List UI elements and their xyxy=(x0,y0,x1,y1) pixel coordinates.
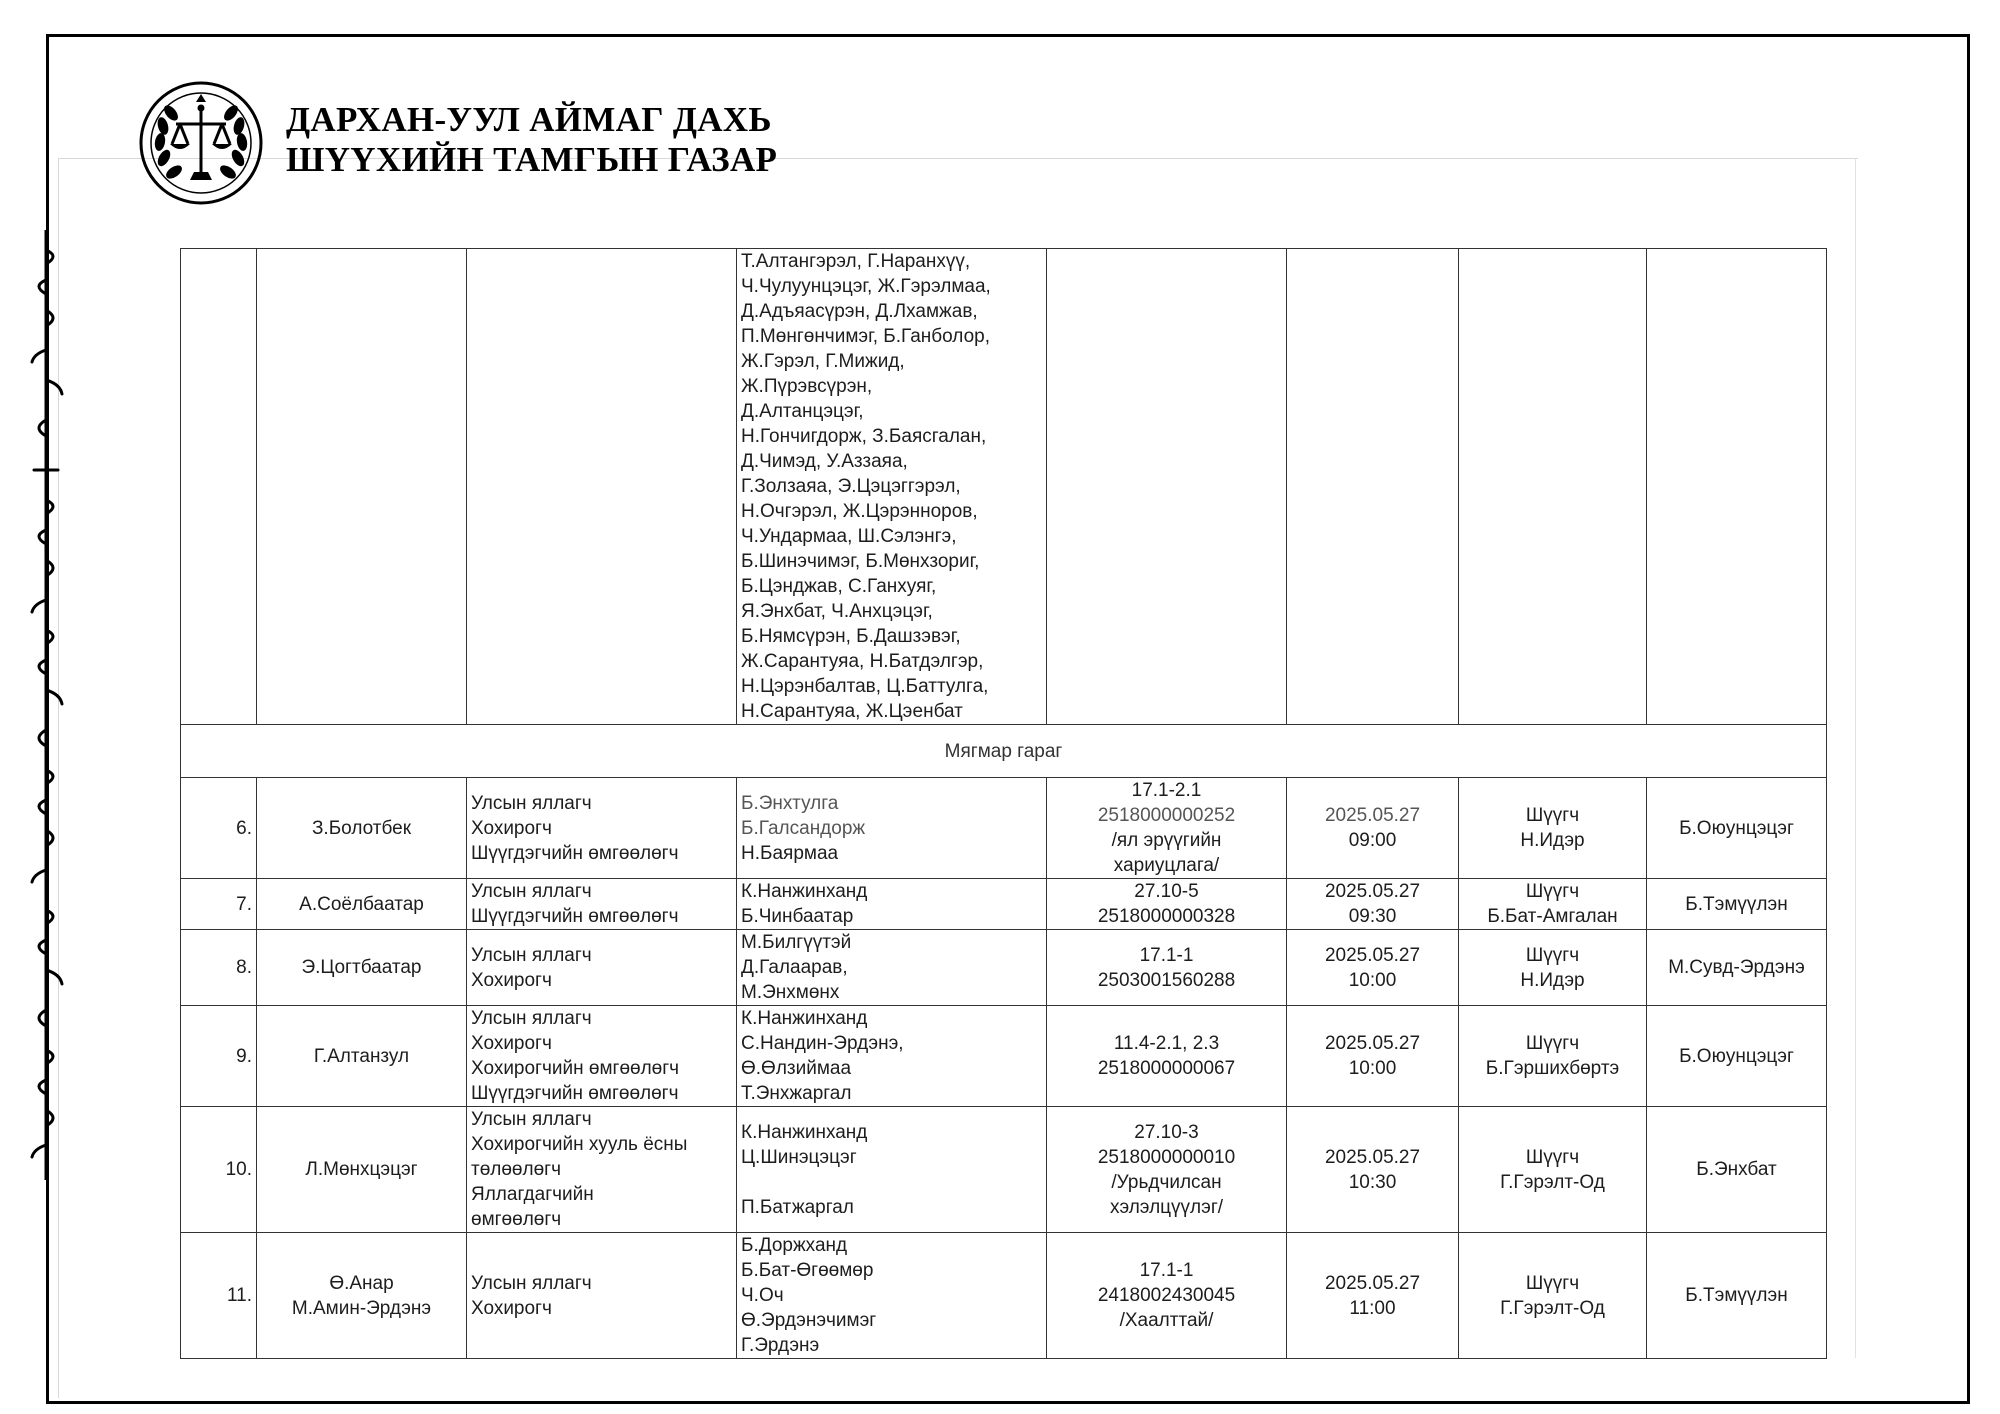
cell-secretary: Б.Тэмүүлэн xyxy=(1647,1233,1827,1359)
cell-datetime: 2025.05.27 10:00 xyxy=(1287,930,1459,1006)
cell-defendant: Э.Цогтбаатар xyxy=(257,930,467,1006)
cell-num: 10. xyxy=(181,1107,257,1233)
scan-edge xyxy=(1855,158,1856,1358)
cell-datetime: 2025.05.27 09:00 xyxy=(1287,778,1459,879)
cell-defendant: Ө.Анар М.Амин-Эрдэнэ xyxy=(257,1233,467,1359)
cell-secretary: Б.Оюунцэцэг xyxy=(1647,778,1827,879)
cell-num: 7. xyxy=(181,879,257,930)
court-emblem-icon xyxy=(138,80,264,206)
participant: Б.Шинэчимэг, Б.Мөнхзориг, xyxy=(741,551,980,572)
cell-defendant: А.Соёлбаатар xyxy=(257,879,467,930)
cell-roles: Улсын яллагч Хохирогч xyxy=(467,1233,737,1359)
cell-case: 27.10-5 2518000000328 xyxy=(1047,879,1287,930)
cell-secretary: Б.Энхбат xyxy=(1647,1107,1827,1233)
day-label: Мягмар гараг xyxy=(181,725,1827,778)
participant: Ч.Ундармаа, Ш.Сэлэнгэ, xyxy=(741,526,957,547)
cell-num: 6. xyxy=(181,778,257,879)
participant: Д.Чимэд, У.Аззаяа, xyxy=(741,451,908,472)
cell-roles: Улсын яллагч Хохирогч Хохирогчийн өмгөөлөгч Шүүгдэгчийн өмгөөлөгч xyxy=(467,1006,737,1107)
cell-judge: Шүүгч Г.Гэрэлт-Од xyxy=(1459,1233,1647,1359)
table-row xyxy=(181,778,1827,879)
cell-roles: Улсын яллагч Хохирогчийн хууль ёсны төлөөлөгч Яллагдагчийн өмгөөлөгч xyxy=(467,1107,737,1233)
table-row xyxy=(181,930,1827,1006)
cell-judge: Шүүгч Н.Идэр xyxy=(1459,930,1647,1006)
cell-participants: М.Билгүүтэй Д.Галаарав, М.Энхмөнх xyxy=(737,930,1047,1006)
cell-participants: Б.Доржханд Б.Бат-Өгөөмөр Ч.Оч Ө.Эрдэнэчимэг Г.Эрдэнэ xyxy=(737,1233,1047,1359)
cell-judge: Шүүгч Б.Гэршихбөртэ xyxy=(1459,1006,1647,1107)
cell-judge: Шүүгч Б.Бат-Амгалан xyxy=(1459,879,1647,930)
cell-roles xyxy=(467,249,737,725)
cell-secretary: Б.Тэмүүлэн xyxy=(1647,879,1827,930)
mongolian-script-signature xyxy=(24,230,68,1180)
cell-num: 9. xyxy=(181,1006,257,1107)
hearing-schedule-table xyxy=(180,248,1827,1359)
cell-roles: Улсын яллагч Хохирогч xyxy=(467,930,737,1006)
cell-num xyxy=(181,249,257,725)
cell-num: 8. xyxy=(181,930,257,1006)
cell-datetime: 2025.05.27 09:30 xyxy=(1287,879,1459,930)
cell-case: 27.10-3 2518000000010 /Урьдчилсан хэлэлцүүлэг/ xyxy=(1047,1107,1287,1233)
day-separator-row xyxy=(181,725,1827,778)
cell-roles: Улсын яллагч Хохирогч Шүүгдэгчийн өмгөөлөгч xyxy=(467,778,737,879)
participant: Б.Цэнджав, С.Ганхуяг, xyxy=(741,576,937,597)
cell-roles: Улсын яллагч Шүүгдэгчийн өмгөөлөгч xyxy=(467,879,737,930)
cell-participants: К.Нанжинханд Б.Чинбаатар xyxy=(737,879,1047,930)
cell-num: 11. xyxy=(181,1233,257,1359)
cell-judge xyxy=(1459,249,1647,725)
cell-defendant xyxy=(257,249,467,725)
cell-participants: К.Нанжинханд С.Нандин-Эрдэнэ, Ө.Өлзиймаа Т.Энхжаргал xyxy=(737,1006,1047,1107)
cell-case xyxy=(1047,249,1287,725)
cell-defendant: З.Болотбек xyxy=(257,778,467,879)
cell-defendant: Г.Алтанзул xyxy=(257,1006,467,1107)
participant: П.Мөнгөнчимэг, Б.Ганболор, xyxy=(741,326,991,347)
office-title-line2: ШҮҮХИЙН ТАМГЫН ГАЗАР xyxy=(286,140,778,179)
participant: Н.Очгэрэл, Ж.Цэрэнноров, xyxy=(741,501,978,522)
table-row xyxy=(181,1006,1827,1107)
participant: Т.Алтангэрэл, Г.Наранхүү, xyxy=(741,251,971,272)
cell-case: 17.1-1 2418002430045 /Хаалттай/ xyxy=(1047,1233,1287,1359)
cell-secretary: Б.Оюунцэцэг xyxy=(1647,1006,1827,1107)
cell-judge: Шүүгч Г.Гэрэлт-Од xyxy=(1459,1107,1647,1233)
cell-datetime xyxy=(1287,249,1459,725)
cell-case: 17.1-2.1 2518000000252 /ял эрүүгийн хариуцлага/ xyxy=(1047,778,1287,879)
participant: Я.Энхбат, Ч.Анхцэцэг, xyxy=(741,601,933,622)
cell-datetime: 2025.05.27 10:30 xyxy=(1287,1107,1459,1233)
cell-defendant: Л.Мөнхцэцэг xyxy=(257,1107,467,1233)
participant: Д.Алтанцэцэг, xyxy=(741,401,864,422)
participant: Б.Нямсүрэн, Б.Дашзэвэг, xyxy=(741,626,961,647)
table-row xyxy=(181,1107,1827,1233)
participant: Н.Гончигдорж, З.Баясгалан, xyxy=(741,426,987,447)
participant: Н.Цэрэнбалтав, Ц.Баттулга, xyxy=(741,676,989,697)
table-row xyxy=(181,879,1827,930)
table-row xyxy=(181,1233,1827,1359)
cell-judge: Шүүгч Н.Идэр xyxy=(1459,778,1647,879)
cell-case: 11.4-2.1, 2.3 2518000000067 xyxy=(1047,1006,1287,1107)
cell-participants xyxy=(737,249,1047,725)
cell-secretary: М.Сувд-Эрдэнэ xyxy=(1647,930,1827,1006)
participant: Д.Адъяасүрэн, Д.Лхамжав, xyxy=(741,301,978,322)
participant: Г.Золзаяа, Э.Цэцэггэрэл, xyxy=(741,476,961,497)
cell-secretary xyxy=(1647,249,1827,725)
office-title-line1: ДАРХАН-УУЛ АЙМАГ ДАХЬ xyxy=(286,100,772,139)
cell-case: 17.1-1 2503001560288 xyxy=(1047,930,1287,1006)
participant: Н.Сарантуяа, Ж.Цэенбат xyxy=(741,701,963,722)
participant: Ж.Гэрэл, Г.Мижид, xyxy=(741,351,905,372)
table-row xyxy=(181,249,1827,725)
participant: Ж.Сарантуяа, Н.Батдэлгэр, xyxy=(741,651,984,672)
cell-participants: Б.Энхтулга Б.Галсандорж Н.Баярмаа xyxy=(737,778,1047,879)
participant: Ч.Чулуунцэцэг, Ж.Гэрэлмаа, xyxy=(741,276,991,297)
cell-datetime: 2025.05.27 11:00 xyxy=(1287,1233,1459,1359)
participant: Ж.Пүрэвсүрэн, xyxy=(741,376,873,397)
office-title xyxy=(286,100,777,180)
cell-datetime: 2025.05.27 10:00 xyxy=(1287,1006,1459,1107)
cell-participants: К.Нанжинханд Ц.Шинэцэцэг П.Батжаргал xyxy=(737,1107,1047,1233)
